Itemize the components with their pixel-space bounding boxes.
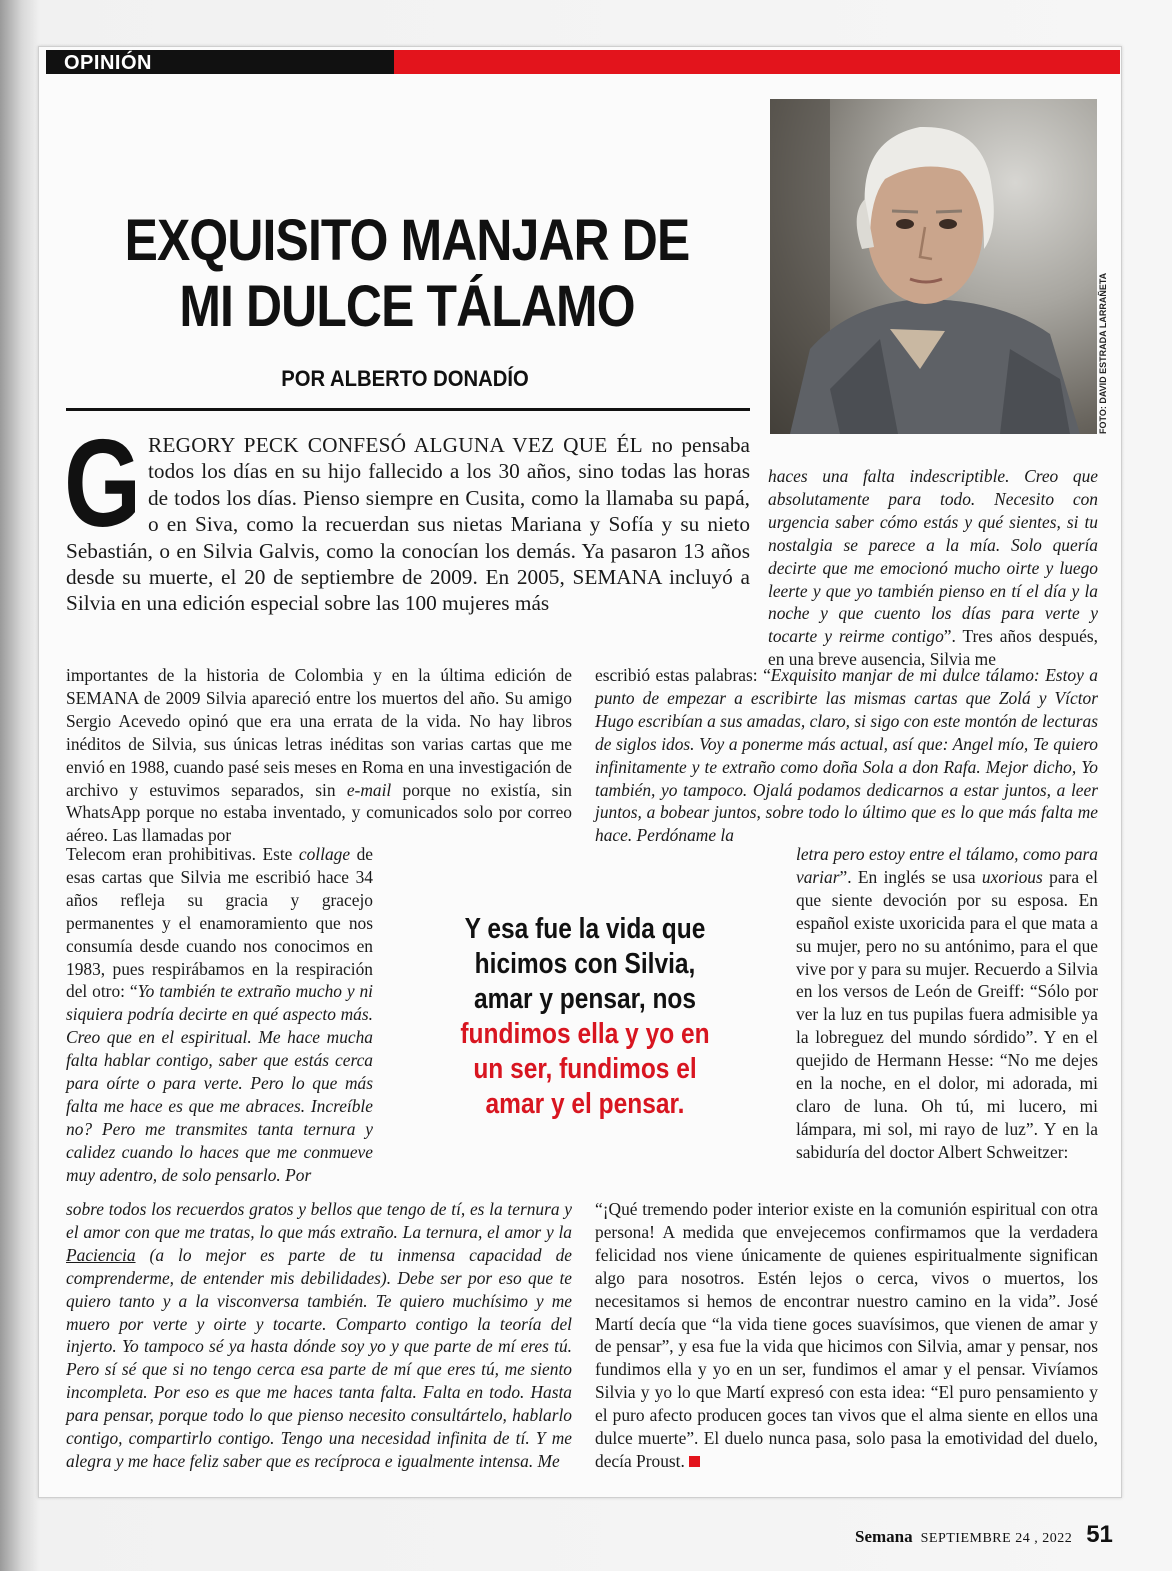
- article-lead-paragraph: [64, 415, 750, 617]
- headline-line-2: MI DULCE TÁLAMO: [179, 274, 635, 339]
- section-label: OPINIÓN: [64, 52, 152, 74]
- lead-text: no pensaba todos los días en su hijo fallecido a los 30 años, sino todas las horas de todos los días. Pienso siempre en Cusita, como la llamaba su papá, o en Siva, como la recuerdan sus nietas Mariana y Sofía y su nieto Sebastián, o en Silvia Galvis, como la conocían los demás. Ya pasaron 13 años desde su muerte, el 20 de septiembre de 2009. En 2005, SEMANA incluyó a Silvia en una edición especial sobre las 100 mujeres más: [66, 433, 750, 616]
- closing-paragraph: “¡Qué tremendo poder interior existe en la comunión espiritual con otra persona! A medida que envejecemos confirmamos que la verdadera felicidad nos viene únicamente de quienes espiritualmente significan algo para nosotros. Estén lejos o cerca, vivos o muertos, los necesitamos si hemos de encontrar nuestro camino en la vida”. José Martí decía que “la vida tiene goces suavísimos, que vienen de amar y de pensar”, y esa fue la vida que hicimos con Silvia, amar y pensar, nos fundimos ella y yo en un ser, fundimos el amar y el pensar. Vivíamos Silvia y yo lo que Martí expresó con esta idea: “El puro pensamiento y el puro afecto producen goces tan vivos que el alma siente en ellos una dulce muerte”. El duelo nunca pasa, solo pasa la emotividad del duelo, decía Proust.: [595, 1199, 1098, 1471]
- pull-quote-line-4: fundimos ella y yo en: [460, 1018, 710, 1050]
- footer-date: SEPTIEMBRE 24 , 2022: [920, 1531, 1073, 1546]
- right-column-text: [768, 465, 1098, 671]
- col-b-text-1: escribió estas palabras: “: [595, 665, 771, 685]
- pull-quote: [430, 912, 740, 1122]
- author-portrait-image: [770, 99, 1097, 434]
- col-a-email: e-mail: [346, 779, 392, 800]
- col-a-text-1: importantes de la historia de Colombia y en la última edición de SEMANA de 2009 Silvia apareció entre los muertos del año. Su amigo Sergio Acevedo opinó que era una errata de la vida. No hay libros inéditos de Silvia, sus únicas letras inéditas son varias cartas que me envió en 1988, cuando pasé seis meses en Roma en una investigación de archivo y estuvimos separados, sin: [66, 665, 572, 800]
- left-column-top: [66, 664, 572, 847]
- pull-quote-line-1: Y esa fue la vida que: [464, 913, 706, 945]
- pull-quote-line-5: un ser, fundimos el: [473, 1053, 697, 1085]
- byline: POR ALBERTO DONADÍO: [281, 366, 529, 391]
- headline-divider: [66, 408, 750, 411]
- right-column-bottom: [595, 1198, 1098, 1473]
- headline: [119, 208, 695, 340]
- pull-quote-line-3: amar y pensar, nos: [473, 983, 697, 1015]
- letter-quote-1-cont-b: (a lo mejor es parte de tu inmensa capacidad de comprenderme, de entender mis debilidades). Debe ser por eso que te quiero tanto y a la visconversa también. Te quiero muchísimo y me muero por verte y oirte y tocarte. Comparto contigo la teoría del injerto. Yo tampoco sé ya hasta dónde soy yo y que parte de mí eres tú. Pero sí sé que si no tengo cerca esa parte de mí que eres tú, me siento incompleta. Por eso es que me haces tanta falta. Falta en todo. Hasta para pensar, porque todo lo que pienso necesito consultártelo, hablarlo contigo, compartirlo contigo. Tengo una necesidad infinita de tí. Y me alegra y me hace feliz saber que es recíproca e igualmente intensa. Me: [66, 1244, 572, 1471]
- pull-quote-line-2: hicimos con Silvia,: [474, 948, 696, 980]
- end-mark-icon: [689, 1456, 700, 1467]
- left-column-bottom: [66, 1198, 572, 1473]
- wrap-left-text-2: de esas cartas que Silvia me escribió hace 34 años refleja su gracia y gracejo permanentes y el enamoramiento que nos consumía desde cuando nos conocimos en 1983, pues respirábamos en la respiración del otro: “: [66, 844, 373, 1002]
- letter-quote-2: Exquisito manjar de mi dulce tálamo: Estoy a punto de empezar a escribirte las mismas cartas que Zolá y Víctor Hugo escribían a sus amadas, claro, si sigo con este montón de lecturas de siglos idos. Voy a ponerme más actual, así que: Angel mío, Te quiero infinitamente y te extraño como doña Sola a don Rafa. Mejor dicho, Yo también, yo tampoco. Ojalá podamos dedicarnos a estar juntos, a leer juntos, a bobear juntos, sobre todo lo último que es lo que más falta me hace. Perdóname la: [595, 665, 1099, 846]
- section-bar-red: [394, 50, 1120, 74]
- headline-line-1: EXQUISITO MANJAR DE: [124, 208, 690, 273]
- page-footer: [855, 1521, 1113, 1549]
- letter-quote-1: Yo también te extraño mucho y ni siquiera podría decirte en qué aspecto más. Creo que en el espiritual. Me hace mucha falta hablar contigo, saber que estás cerca para oírte o para verte. Pero lo que más falta me hace es que me abraces. Increíble no? Pero me transmites tanta ternura y calidez cuando lo haces que me conmueve muy adentro, de solo pensarlo. Por: [66, 981, 373, 1185]
- paciencia-underlined: Paciencia: [66, 1244, 136, 1265]
- wrap-left-text-1: Telecom eran prohibitivas. Este: [66, 844, 299, 864]
- letter-quote-2-end: letra pero estoy entre el tálamo, como para variar: [796, 844, 1098, 887]
- photo-credit: FOTO: DAVID ESTRADA LARRAÑETA: [1098, 272, 1108, 434]
- drop-cap: G: [64, 415, 142, 553]
- author-photo: [770, 99, 1097, 434]
- letter-quote-1-end: haces una falta indescriptible. Creo que absolutamente para todo. Necesito con urgencia saber cómo estás y qué sientes, si tu nostalgia se parece a la mía. Solo quería decirte que me emocionó mucho oirte y luego leerte y que yo también pienso en tí el día y la noche y que cuento los días para verte y tocarte y reirme contigo: [768, 466, 1098, 647]
- lead-caps: REGORY PECK CONFESÓ ALGUNA VEZ QUE ÉL: [148, 433, 643, 457]
- left-column-wrap: [66, 843, 373, 1187]
- footer-magazine: Semana: [855, 1527, 913, 1546]
- right-column-continuation: ”. Tres años después, en una breve ausencia, Silvia me: [768, 626, 1098, 670]
- right-column-top: [595, 664, 1098, 847]
- col-a-text-2: porque no existía, sin WhatsApp porque no estaba inventado, y comunicados solo por correo aéreo. Las llamadas por: [66, 779, 572, 846]
- wrap-right-text-2: para el que siente devoción por su esposa. En español existe uxoricida para el que mata a su mujer, pero no su antónimo, para el que vive por y para su mujer. Recuerdo a Silvia en los versos de León de Greiff: “Sólo por ver la luz en tus pupilas fuera admisible ya la lobreguez del mundo sórdido”. Y en el quejido de Hermann Hesse: “No me dejes en la noche, en el dolor, mi adorada, mi claro de luna. Oh tú, mi lucero, mi lámpara, mi sol, mi rayo de luz”. Y en la sabiduría del doctor Albert Schweitzer:: [796, 866, 1098, 1162]
- wrap-left-collage: collage: [298, 844, 351, 864]
- pull-quote-line-6: amar y el pensar.: [485, 1088, 685, 1120]
- section-bar: [46, 50, 1120, 74]
- right-column-wrap: [796, 843, 1098, 1164]
- page-number: 51: [1086, 1521, 1113, 1548]
- letter-quote-1-cont-a: sobre todos los recuerdos gratos y bellos que tengo de tí, es la ternura y el amor con que me tratas, lo que más extraño. La ternura, el amor y la: [66, 1199, 572, 1242]
- wrap-right-uxorious: uxorious: [981, 866, 1043, 887]
- wrap-right-text-1: ”. En inglés se usa: [839, 866, 982, 887]
